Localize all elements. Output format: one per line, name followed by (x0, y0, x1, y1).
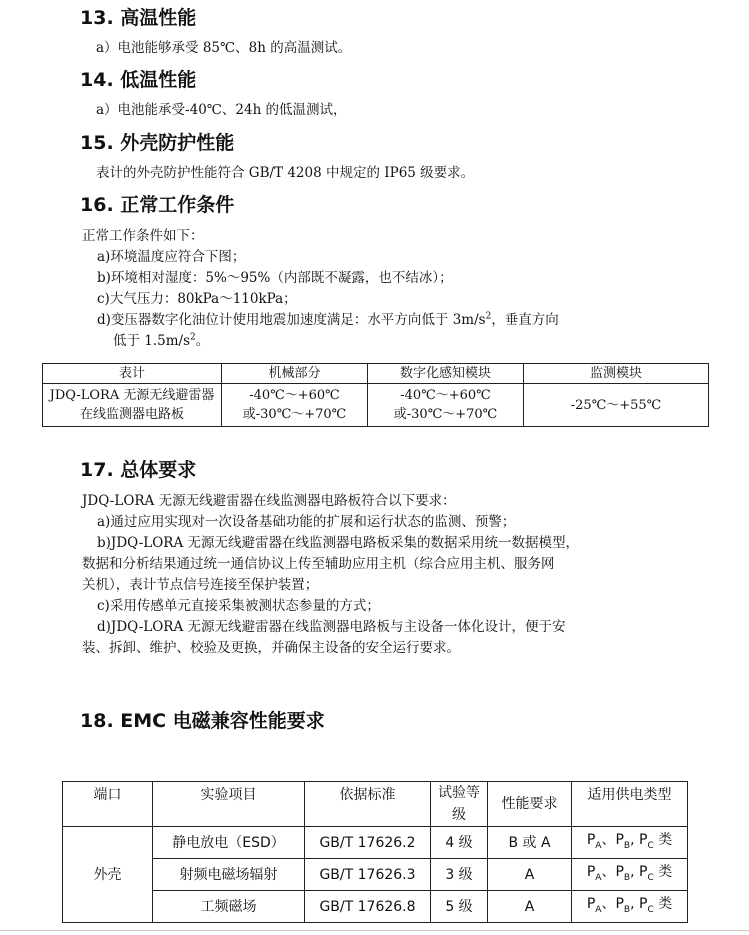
section-17-item-b-line2: 数据和分析结果通过统一通信协议上传至辅助应用主机（综合应用主机、服务网 (82, 556, 555, 572)
level-cell: 3 级 (431, 859, 488, 891)
supply-comma: , (630, 895, 639, 912)
test-item-cell: 工频磁场 (153, 891, 305, 923)
d2-superscript: 2 (190, 332, 196, 343)
d1-suffix: ，垂直方向 (491, 312, 559, 328)
supply-type-cell (572, 859, 688, 891)
supply-p: P (586, 831, 596, 848)
supply-sub-b: B (623, 840, 631, 851)
section-16-item-b: b)环境相对湿度：5%～95%（内部既不凝露，也不结冰）； (97, 270, 453, 286)
supply-p: P (615, 831, 624, 848)
supply-type-cell (572, 827, 688, 859)
table-header-row (63, 782, 688, 827)
test-item-cell: 静电放电（ESD） (153, 827, 305, 859)
range-line: 或-30℃～+70℃ (393, 407, 498, 422)
supply-p: P (615, 895, 624, 912)
d2-suffix: 。 (195, 333, 210, 349)
range-line: 或-30℃～+70℃ (242, 407, 347, 422)
section-16-intro: 正常工作条件如下： (82, 228, 204, 244)
temperature-table (42, 363, 709, 427)
d1-prefix: d)变压器数字化油位计使用地震加速度满足：水平方向低于 3m/s (97, 312, 486, 328)
level-cell: 5 级 (431, 891, 488, 923)
page-bottom-divider (0, 930, 749, 931)
level-cell: 4 级 (431, 827, 488, 859)
section-17-heading: 17. 总体要求 (80, 459, 197, 481)
section-15-heading: 15. 外壳防护性能 (80, 132, 235, 154)
range-line: -40℃～+60℃ (249, 388, 340, 403)
meter-name-cell: JDQ-LORA 无源无线避雷器在线监测器电路板 (43, 384, 222, 427)
section-17-item-d-line1: d)JDQ-LORA 无源无线避雷器在线监测器电路板与主设备一体化设计，便于安 (97, 619, 566, 635)
section-17-item-d-line2: 装、拆卸、维护、校验及更换，并确保主设备的安全运行要求。 (82, 640, 460, 656)
section-17-item-a: a)通过应用实现对一次设备基础功能的扩展和运行状态的监测、预警； (97, 514, 516, 530)
table-header-cell: 实验项目 (153, 782, 305, 827)
standard-cell: GB/T 17626.2 (305, 827, 431, 859)
d2-prefix: 低于 1.5m/s (113, 333, 191, 349)
section-17-item-c: c)采用传感单元直接采集被测状态参量的方式； (97, 598, 380, 614)
port-cell: 外壳 (63, 827, 153, 923)
supply-sub-a: A (595, 904, 602, 915)
table-row (63, 891, 688, 923)
standard-cell: GB/T 17626.8 (305, 891, 431, 923)
supply-comma: , (630, 831, 639, 848)
table-row (63, 827, 688, 859)
supply-p: P (615, 863, 624, 880)
section-14-heading: 14. 低温性能 (80, 69, 197, 91)
supply-p: P (586, 895, 596, 912)
section-17-intro: JDQ-LORA 无源无线避雷器在线监测器电路板符合以下要求： (82, 493, 456, 509)
section-16-heading: 16. 正常工作条件 (80, 194, 235, 216)
supply-p: P (638, 863, 648, 880)
supply-sub-a: A (595, 872, 602, 883)
section-16-item-c: c)大气压力：80kPa～110kPa； (97, 291, 297, 307)
supply-p: P (638, 831, 648, 848)
table-header-cell: 依据标准 (305, 782, 431, 827)
supply-sub-b: B (623, 904, 631, 915)
table-row (43, 384, 709, 427)
section-13-heading: 13. 高温性能 (80, 7, 197, 29)
supply-sep: 、 (601, 831, 616, 848)
performance-cell: A (488, 859, 572, 891)
table-header-cell: 监测模块 (524, 364, 709, 384)
digital-range-cell (368, 384, 524, 427)
supply-sep: 、 (601, 863, 616, 880)
test-item-cell: 射频电磁场辐射 (153, 859, 305, 891)
supply-sep: 、 (601, 895, 616, 912)
table-header-cell: 机械部分 (222, 364, 368, 384)
performance-cell: B 或 A (488, 827, 572, 859)
table-header-cell: 表计 (43, 364, 222, 384)
table-header-cell: 适用供电类型 (572, 782, 688, 827)
table-header-cell: 端口 (63, 782, 153, 827)
section-15-paragraph: 表计的外壳防护性能符合 GB/T 4208 中规定的 IP65 级要求。 (96, 165, 475, 181)
supply-sub-b: B (623, 872, 631, 883)
section-14-item-a: a）电池能承受-40℃、24h 的低温测试， (96, 102, 347, 118)
supply-p: P (586, 863, 596, 880)
section-18-heading: 18. EMC 电磁兼容性能要求 (80, 710, 325, 732)
section-16-item-a: a)环境温度应符合下图； (97, 249, 246, 265)
supply-suffix: 类 (653, 895, 673, 912)
section-16-item-d-line2 (113, 331, 209, 351)
d1-superscript: 2 (485, 311, 492, 322)
table-header-row (43, 364, 709, 384)
table-header-cell: 性能要求 (488, 782, 572, 827)
range-line: -40℃～+60℃ (400, 388, 491, 403)
supply-sub-c: C (647, 872, 654, 883)
performance-cell: A (488, 891, 572, 923)
supply-suffix: 类 (653, 863, 673, 880)
section-17-item-b-line1: b)JDQ-LORA 无源无线避雷器在线监测器电路板采集的数据采用统一数据模型， (97, 535, 580, 551)
supply-suffix: 类 (653, 831, 673, 848)
emc-table (62, 781, 688, 923)
supply-sub-a: A (595, 840, 602, 851)
table-header-cell: 试验等级 (431, 782, 488, 827)
table-header-cell: 数字化感知模块 (368, 364, 524, 384)
supply-comma: , (630, 863, 639, 880)
supply-type-cell (572, 891, 688, 923)
section-13-item-a: a）电池能够承受 85℃、8h 的高温测试。 (96, 40, 352, 56)
table-row (63, 859, 688, 891)
standard-cell: GB/T 17626.3 (305, 859, 431, 891)
section-17-item-b-line3: 关机），表计节点信号连接至保护装置； (82, 577, 319, 593)
supply-sub-c: C (647, 840, 654, 851)
monitor-range-cell: -25℃～+55℃ (524, 384, 709, 427)
supply-p: P (638, 895, 648, 912)
supply-sub-c: C (647, 904, 654, 915)
mechanical-range-cell (222, 384, 368, 427)
section-16-item-d-line1 (97, 310, 559, 330)
